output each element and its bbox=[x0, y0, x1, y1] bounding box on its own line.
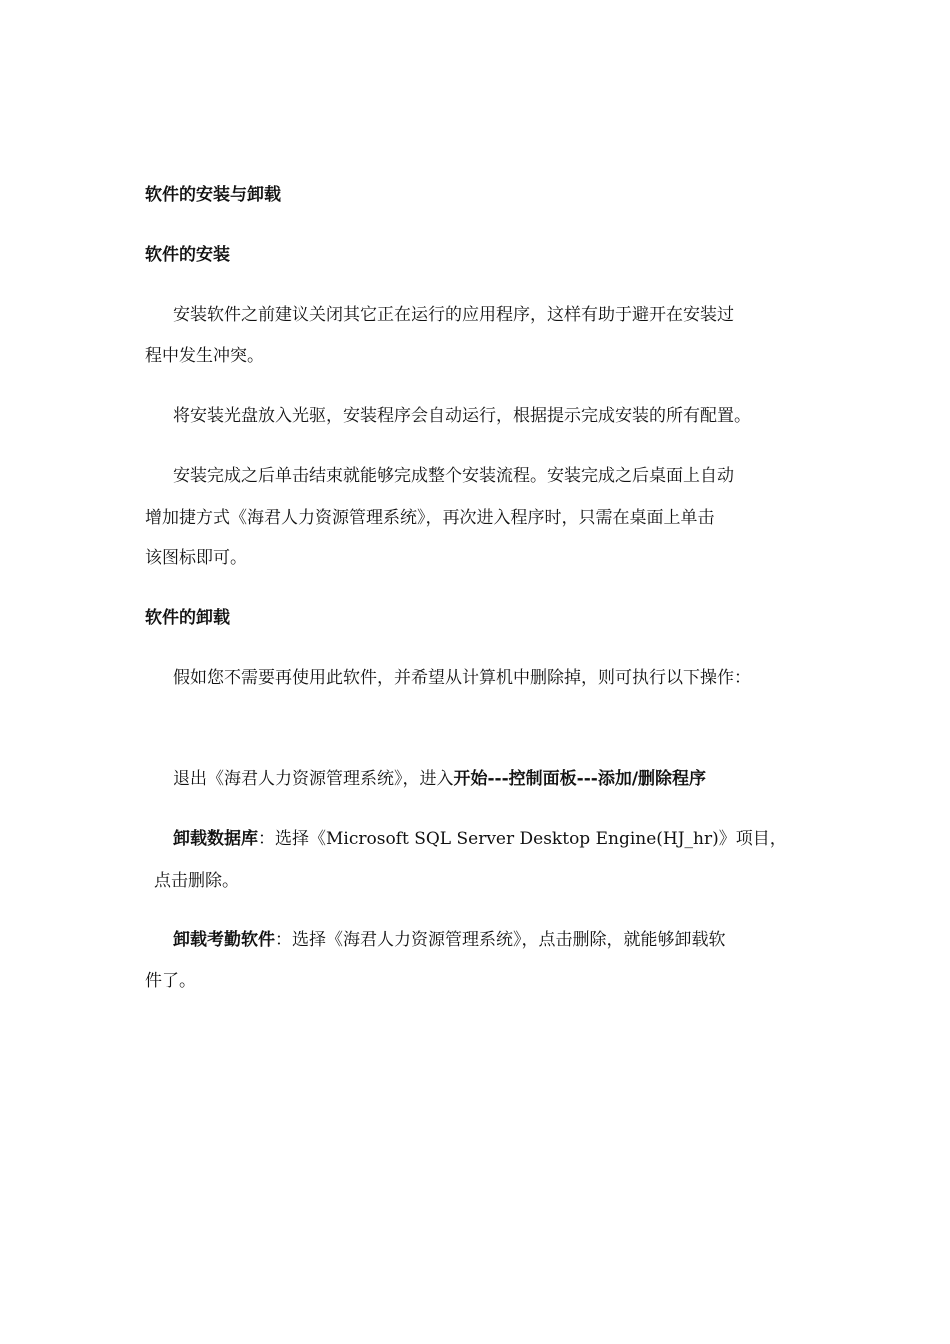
paragraph-line: 点击删除。 bbox=[154, 871, 239, 891]
paragraph-line bbox=[173, 929, 726, 951]
paragraph-line: 安装软件之前建议关闭其它正在运行的应用程序，这样有助于避开在安装过 bbox=[173, 305, 734, 325]
section-heading-install: 软件的安装 bbox=[145, 245, 230, 265]
paragraph-text: 退出《海君人力资源管理系统》，进入 bbox=[173, 769, 454, 789]
paragraph-line bbox=[173, 828, 787, 850]
paragraph-text: ：选择《海君人力资源管理系统》，点击删除，就能够卸载软 bbox=[275, 930, 726, 950]
step-label-database: 卸载数据库 bbox=[173, 829, 258, 849]
paragraph-line: 件了。 bbox=[145, 971, 196, 991]
step-label-attendance: 卸载考勤软件 bbox=[173, 930, 275, 950]
paragraph-line: 程中发生冲突。 bbox=[145, 346, 264, 366]
document-title: 软件的安装与卸载 bbox=[145, 185, 281, 205]
paragraph-text: ：选择《Microsoft SQL Server Desktop Engine(HJ_hr)》项目， bbox=[258, 829, 787, 849]
menu-path-text: 开始---控制面板---添加/删除程序 bbox=[453, 769, 707, 789]
paragraph-line bbox=[173, 768, 706, 790]
paragraph-line: 假如您不需要再使用此软件，并希望从计算机中删除掉，则可执行以下操作： bbox=[173, 668, 751, 688]
paragraph-line: 增加捷方式《海君人力资源管理系统》，再次进入程序时，只需在桌面上单击 bbox=[145, 508, 715, 528]
paragraph-line: 将安装光盘放入光驱，安装程序会自动运行，根据提示完成安装的所有配置。 bbox=[173, 406, 751, 426]
paragraph-line: 该图标即可。 bbox=[145, 548, 247, 568]
section-heading-uninstall: 软件的卸载 bbox=[145, 608, 230, 628]
paragraph-line: 安装完成之后单击结束就能够完成整个安装流程。安装完成之后桌面上自动 bbox=[173, 466, 734, 486]
